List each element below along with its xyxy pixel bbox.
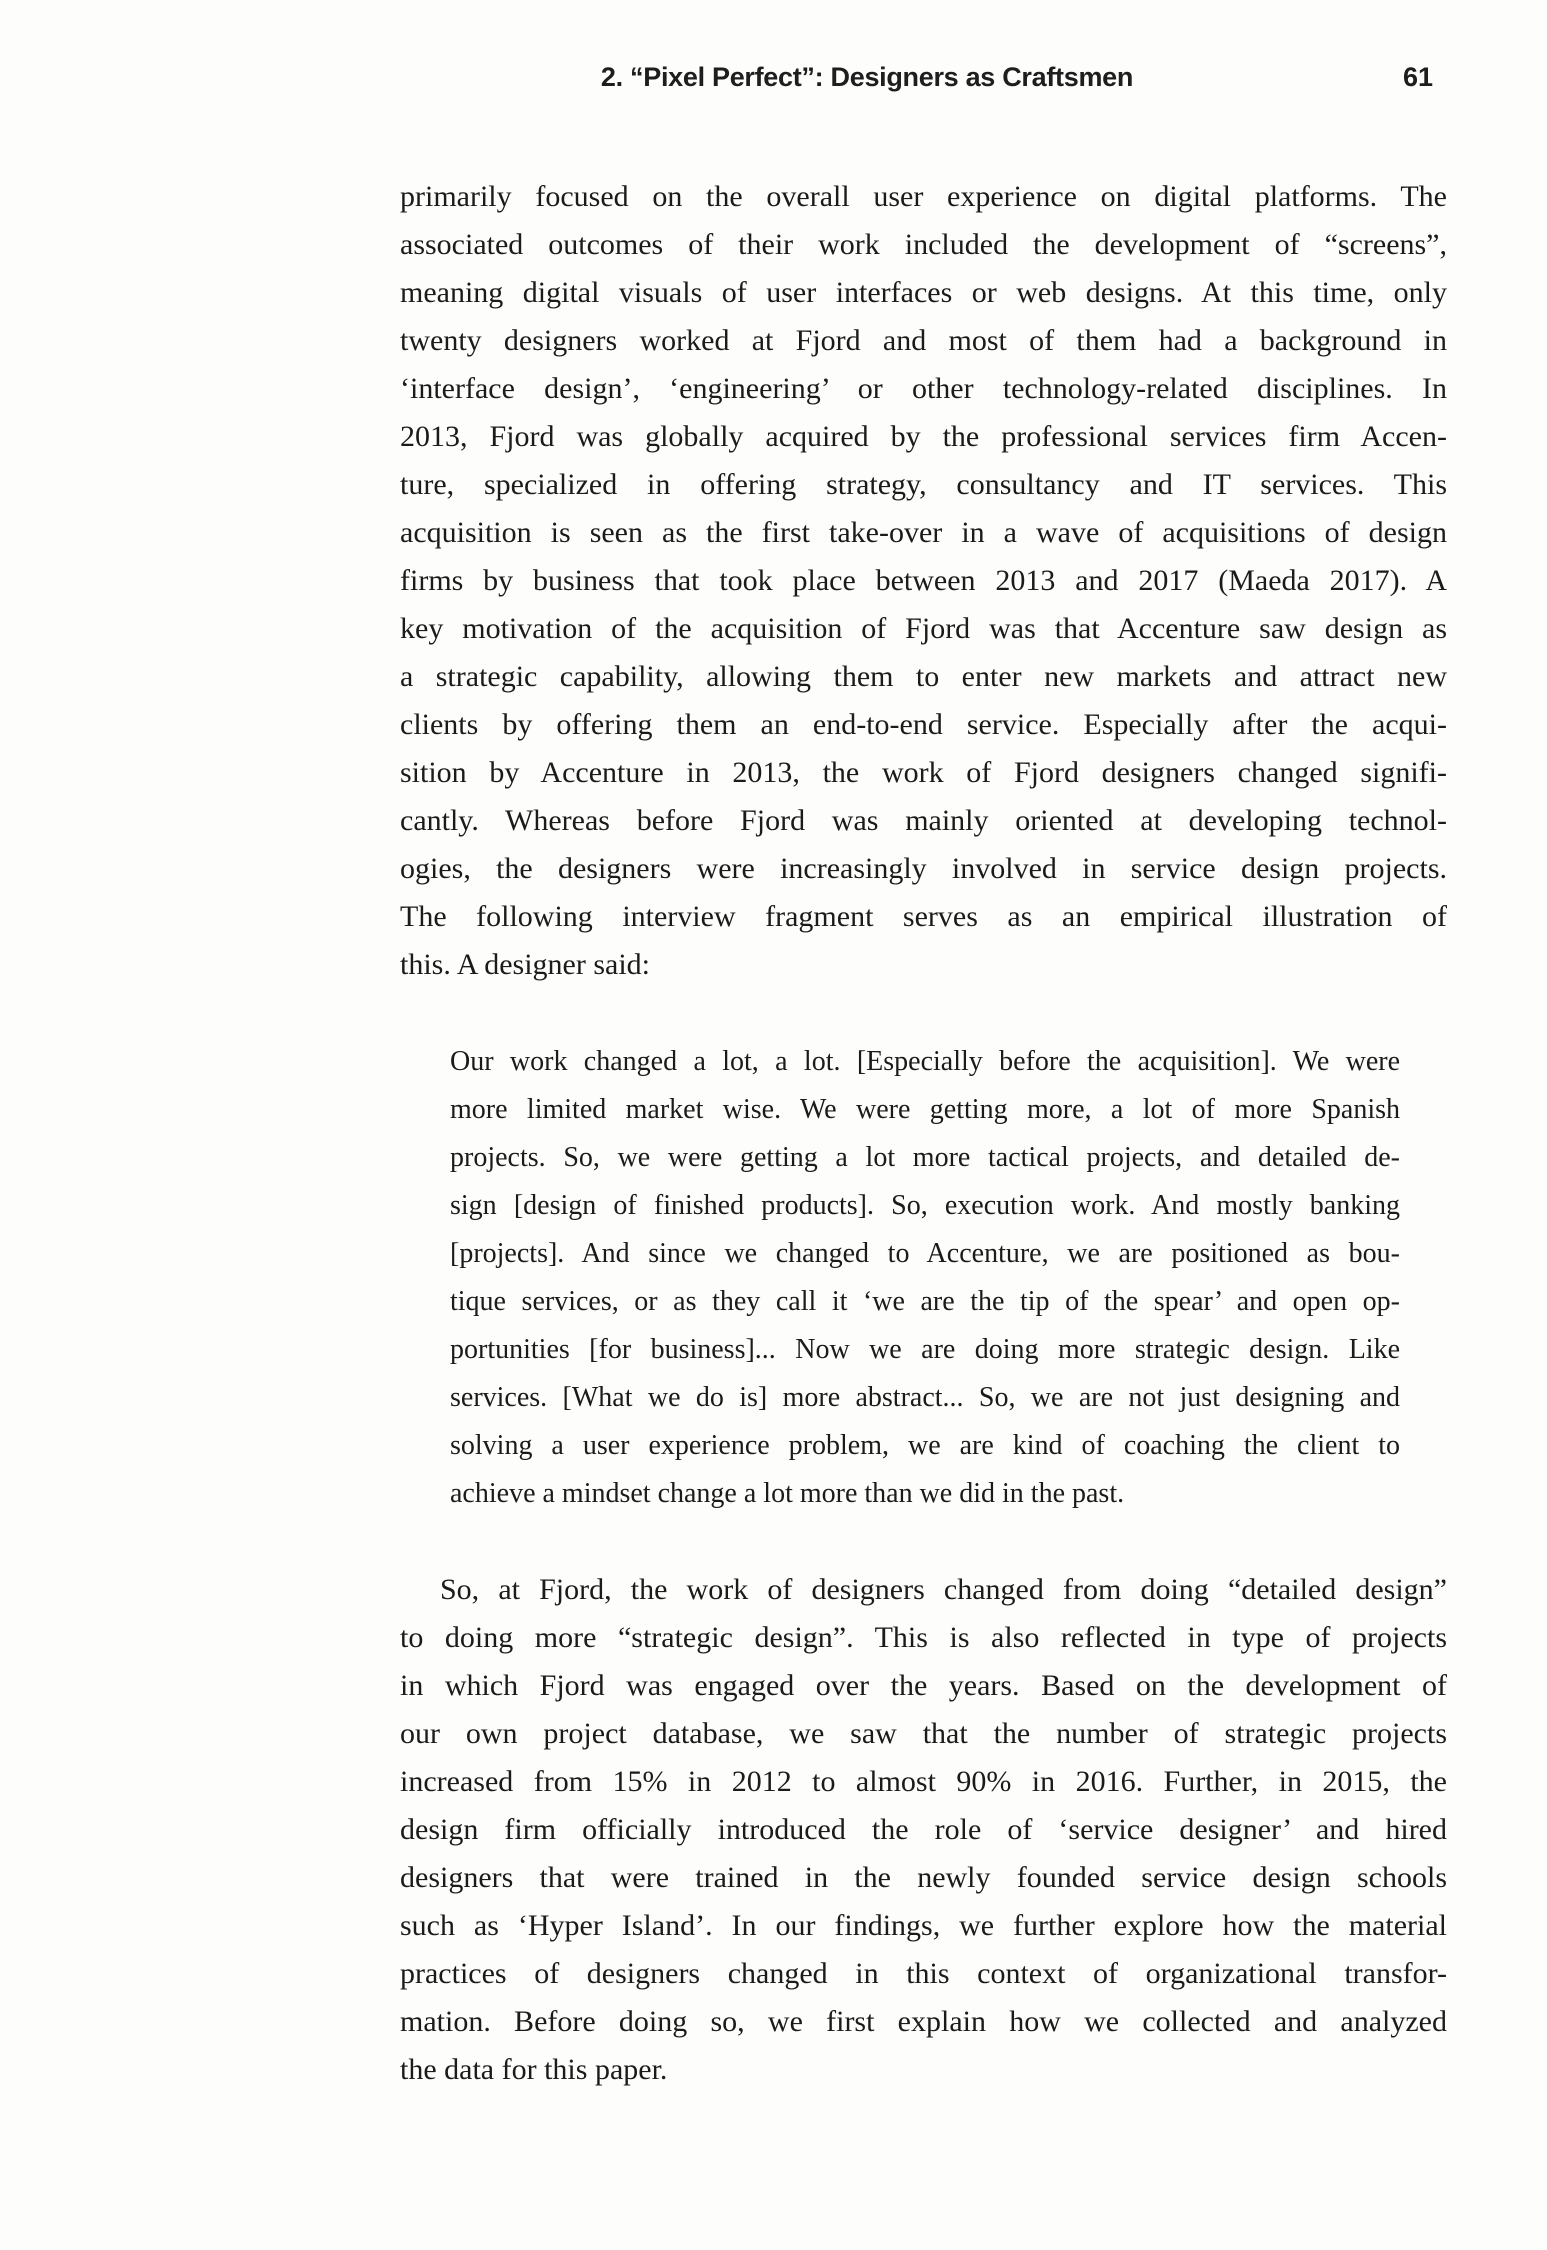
text-line: ogies, the designers were increasingly involved in service design projects.: [400, 852, 1447, 885]
text-line: our own project database, we saw that the number of strategic projects: [400, 1717, 1447, 1750]
text-line: meaning digital visuals of user interfaces or web designs. At this time, only: [400, 276, 1447, 309]
running-header-title: 2. “Pixel Perfect”: Designers as Craftsmen: [600, 62, 1134, 92]
text-line: ture, specialized in offering strategy, consultancy and IT services. This: [400, 468, 1447, 501]
text-line: to doing more “strategic design”. This is also reflected in type of projects: [400, 1621, 1447, 1654]
text-line: design firm officially introduced the role of ‘service designer’ and hired: [400, 1813, 1447, 1846]
text-line: designers that were trained in the newly founded service design schools: [400, 1861, 1447, 1894]
text-line: mation. Before doing so, we first explain how we collected and analyzed: [400, 2005, 1447, 2038]
text-line: firms by business that took place between 2013 and 2017 (Maeda 2017). A: [400, 564, 1447, 597]
text-line: associated outcomes of their work included the development of “screens”,: [400, 228, 1447, 261]
text-line: portunities [for business]... Now we are doing more strategic design. Like: [450, 1334, 1400, 1365]
text-line: cantly. Whereas before Fjord was mainly oriented at developing technol-: [400, 804, 1447, 837]
text-line: twenty designers worked at Fjord and most of them had a background in: [400, 324, 1447, 357]
text-line: key motivation of the acquisition of Fjord was that Accenture saw design as: [400, 612, 1447, 645]
text-line: more limited market wise. We were getting more, a lot of more Spanish: [450, 1094, 1400, 1125]
text-line: 2013, Fjord was globally acquired by the professional services firm Accen-: [400, 420, 1447, 453]
text-line: Our work changed a lot, a lot. [Especially before the acquisition]. We were: [450, 1046, 1400, 1077]
interview-block-quote: [450, 1038, 1400, 1518]
body-paragraph-1: [400, 173, 1447, 989]
text-line: The following interview fragment serves as an empirical illustration of: [400, 900, 1447, 933]
text-line: [projects]. And since we changed to Accenture, we are positioned as bou-: [450, 1238, 1400, 1269]
text-line: sition by Accenture in 2013, the work of Fjord designers changed signifi-: [400, 756, 1447, 789]
page-number: 61: [1402, 62, 1433, 92]
text-line: the data for this paper.: [400, 2053, 668, 2086]
text-line: in which Fjord was engaged over the years. Based on the development of: [400, 1669, 1447, 1702]
text-line: sign [design of finished products]. So, execution work. And mostly banking: [450, 1190, 1400, 1221]
text-line: this. A designer said:: [400, 948, 650, 981]
body-paragraph-2: [400, 1566, 1447, 2094]
text-line: achieve a mindset change a lot more than we did in the past.: [450, 1478, 1125, 1509]
text-line: increased from 15% in 2012 to almost 90% in 2016. Further, in 2015, the: [400, 1765, 1447, 1798]
text-line: So, at Fjord, the work of designers changed from doing “detailed design”: [440, 1573, 1447, 1606]
text-line: a strategic capability, allowing them to enter new markets and attract new: [400, 660, 1447, 693]
text-line: such as ‘Hyper Island’. In our findings, we further explore how the material: [400, 1909, 1447, 1942]
text-line: acquisition is seen as the first take-over in a wave of acquisitions of design: [400, 516, 1447, 549]
text-line: services. [What we do is] more abstract... So, we are not just designing and: [450, 1382, 1400, 1413]
text-line: clients by offering them an end-to-end service. Especially after the acqui-: [400, 708, 1447, 741]
text-line: solving a user experience problem, we are kind of coaching the client to: [450, 1430, 1400, 1461]
text-line: practices of designers changed in this context of organizational transfor-: [400, 1957, 1447, 1990]
text-line: primarily focused on the overall user experience on digital platforms. The: [400, 180, 1447, 213]
text-line: ‘interface design’, ‘engineering’ or other technology-related disciplines. In: [400, 372, 1447, 405]
text-line: projects. So, we were getting a lot more tactical projects, and detailed de-: [450, 1142, 1400, 1173]
text-line: tique services, or as they call it ‘we are the tip of the spear’ and open op-: [450, 1286, 1400, 1317]
